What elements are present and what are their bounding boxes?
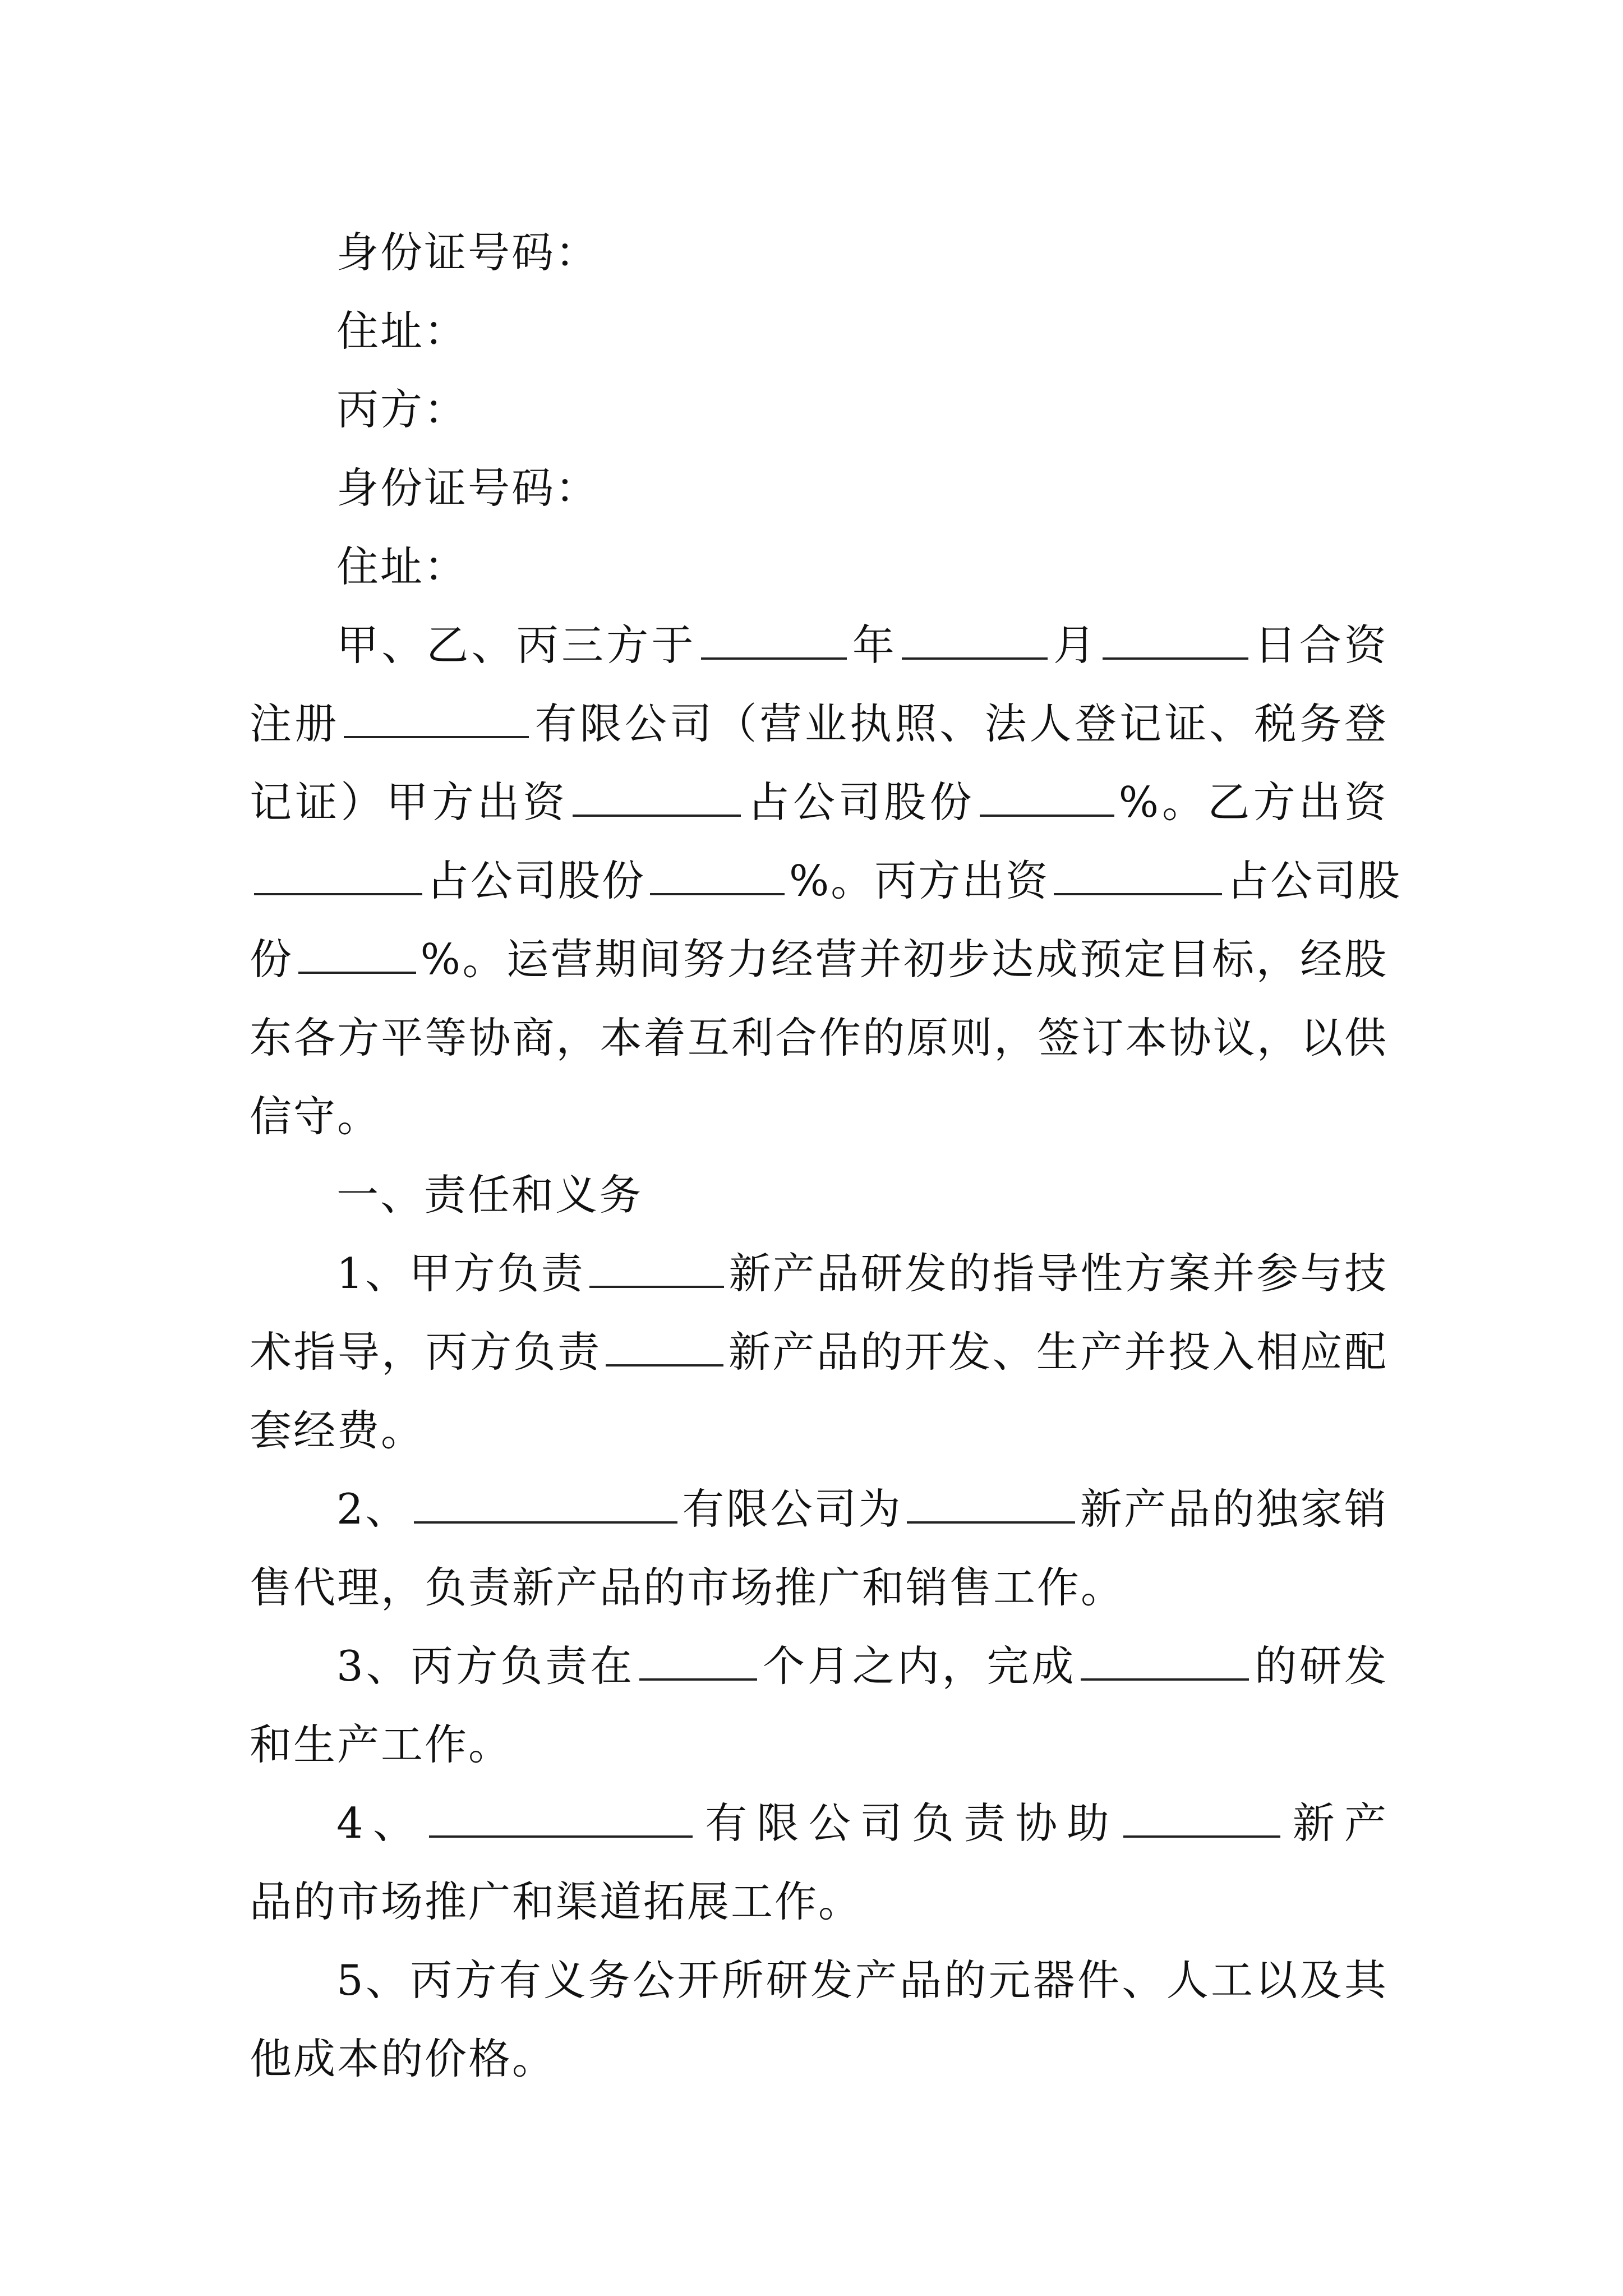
item4-line-1 [250,1784,1388,1862]
item-text: 个月之内，完成 [762,1641,1077,1691]
item5-line-2 [250,2019,1388,2098]
intro-text: 份 [250,935,294,984]
intro-text: 有限公司（营业执照、法人登记证、税务登 [533,699,1388,748]
intro-line-3 [250,763,1388,841]
field-label: 住址： [336,542,468,591]
item-text: 4、 [336,1798,425,1848]
blank-month [902,620,1048,660]
item2-line-1 [250,1470,1388,1548]
intro-text: 占公司股份 [427,856,646,905]
intro-line-4 [250,841,1402,920]
intro-line-5 [250,920,1388,999]
intro-text: 东各方平等协商，本着互利合作的原则，签订本协议，以供 [250,1013,1388,1062]
item-text: 他成本的价格。 [250,2034,556,2083]
item-text: 和生产工作。 [250,1720,513,1769]
blank-party-a-share [980,777,1114,817]
intro-line-1 [250,606,1388,684]
intro-text: 日合资 [1253,620,1388,670]
item1-line-1 [250,1234,1388,1313]
item5-line-1 [250,1941,1388,2019]
intro-line-2 [250,684,1388,763]
field-label: 住址： [336,306,468,356]
item3-line-1 [250,1627,1388,1705]
item-text: 有限公司为 [681,1484,903,1534]
item-text: 有限公司负责协助 [697,1798,1119,1848]
intro-text: %。运营期间努力经营并初步达成预定目标，经股 [420,935,1388,984]
item-text: 术指导，丙方负责 [250,1327,602,1377]
item-text: 新产品的开发、生产并投入相应配 [728,1327,1388,1377]
field-address-2 [250,527,1388,606]
intro-text: %。丙方出资 [789,856,1050,905]
blank-party-b-capital [254,856,422,895]
document-body [250,213,1402,2098]
blank-party-a-capital [573,777,741,817]
item-text: 5、丙方有义务公开所研发产品的元器件、人工以及其 [336,1955,1388,2005]
item1-line-2 [250,1313,1388,1391]
field-address-1 [250,292,1388,370]
section-title [250,1156,1388,1234]
intro-text: 占公司股份 [745,777,975,827]
intro-line-7 [250,1077,1388,1156]
field-label: 丙方： [336,385,468,434]
blank-party-c-capital [1054,856,1222,895]
item-text: 1、甲方负责 [336,1249,585,1298]
blank-item1-a [589,1249,724,1288]
intro-text: 记证）甲方出资 [250,777,569,827]
item1-line-3 [250,1391,1388,1470]
intro-text: 年 [851,620,897,670]
blank-item4-product [1123,1798,1280,1838]
intro-text: 月 [1052,620,1099,670]
item-text: 新产品研发的指导性方案并参与技 [728,1249,1388,1298]
blank-item3-product [1081,1641,1249,1681]
blank-item1-b [606,1327,723,1366]
item3-line-2 [250,1705,1388,1784]
section-heading: 一、责任和义务 [336,1170,643,1220]
field-label: 身份证号码： [336,228,600,277]
item-text: 2、 [336,1484,409,1534]
item2-line-2 [250,1548,1388,1627]
item-text: 品的市场推广和渠道拓展工作。 [250,1877,863,1926]
intro-line-6 [250,999,1388,1077]
intro-text: 甲、乙、丙三方于 [336,620,697,670]
field-id-number-2 [250,449,1388,527]
blank-company-name [344,699,529,738]
field-party-c [250,370,1388,449]
field-label: 身份证号码： [336,463,600,513]
intro-text: 注册 [250,699,340,748]
item-text: 售代理，负责新产品的市场推广和销售工作。 [250,1563,1125,1612]
item-text: 新产品的独家销 [1080,1484,1388,1534]
intro-text: 占公司股 [1227,856,1402,905]
item-text: 套经费。 [250,1406,425,1455]
item4-line-2 [250,1862,1388,1941]
item-text: 3、丙方负责在 [336,1641,635,1691]
blank-item3-months [639,1641,757,1681]
field-id-number-1 [250,213,1388,292]
blank-day [1103,620,1248,660]
intro-text: %。乙方出资 [1118,777,1388,827]
blank-item4-company [429,1798,693,1838]
intro-text: 信守。 [250,1092,381,1141]
blank-party-b-share [650,856,785,895]
blank-year [701,620,847,660]
blank-party-c-share [298,935,416,974]
item-text: 新产 [1284,1798,1388,1848]
blank-item2-product [907,1484,1075,1524]
blank-item2-company [414,1484,677,1524]
item-text: 的研发 [1253,1641,1388,1691]
